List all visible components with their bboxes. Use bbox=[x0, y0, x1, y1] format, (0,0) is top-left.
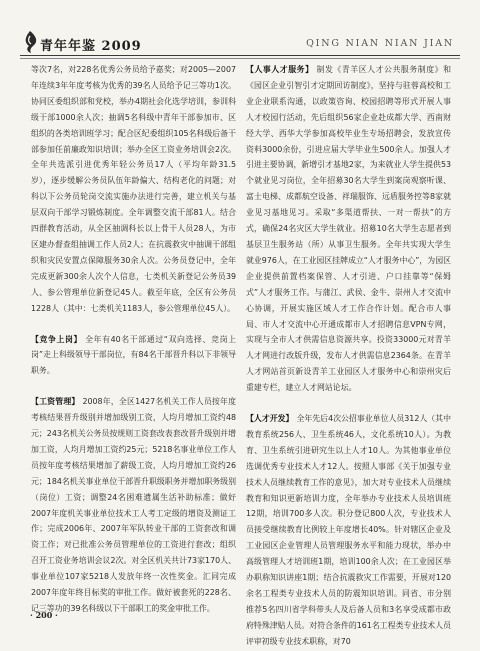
section-salary-management bbox=[31, 394, 236, 617]
header-pinyin-title: QING NIAN NIAN JIAN bbox=[306, 38, 454, 49]
section-competitive-posts bbox=[31, 332, 236, 380]
section-title-competitive-posts: 【竞争上岗】 bbox=[31, 334, 83, 344]
section-text-talent-development: 全年先后4次公招事业单位人员312人（其中教育系统256人、卫生系统46人，文化系统10人）。为教育、卫生系统引进研究生以上人才10人。为其他事业单位选调优秀专业技术人才12人。按照人事部《关于加强专业技术人员继续教育工作的意见》，加大对专业技术人员继续教育和知识更新培训力度，全年举办专业技术人员培训班12期，培训700多人次。积分登记800人次，专业技术人员接受继续教育比例较上年度增长40%。针对辖区企业及工业园区企业管理人员管理服务水平和能力现状，举办中高级管理人才培训班1期，培训100余人次；在工业园区举办职称知识讲座1期；结合抗震救灾工作需要，开展对120余名工程类专业技术人员的防震知识培训。同省、市分别推荐5名四川省学科带头人及后备人员和3名享受成都市政府特殊津贴人员。对符合条件的161名工程类专业技术人员评审初级专业技术职称，对70 bbox=[246, 414, 451, 646]
right-column bbox=[246, 62, 451, 650]
section-text-talent-services: 制发《青羊区人才公共服务制度》和《园区企业引智引才定期回访制度》，坚持与驻蓉高校和工业企业联系沟通，以政策咨询、校园招聘等形式开展人事人才校园行活动，先后组织56家企业赴成都大学、西南财经大学、西华大学参加高校毕业生专场招聘会，发放宣传资料3000余份，引进应届大学毕业生500余人。加强人才引进主要协调，新增引才基地2家，为来就业人学生提供53个就业见习岗位，全年招募30名大学生到案岗观察听课、富士电梯、成都航空设备、祥瑞服饰、远盾服务控等8家就业见习基地见习。采取“多渠道帮扶、一对一帮扶”的方式，确保24名灾区大学生就业。招募10名大学生志愿者到基层卫生服务站（所）从事卫生服务。全年共实现大学生就业976人，在工业园区挂牌成立“人才服务中心”，为园区企业提供前置档案保管、人才引进、户口挂靠等“保姆式”人才服务工作。与蒲江、武侯、金牛、崇州人才交流中心协调，开展实施区域人才工作合作计划。配合市人事局、市人才交流中心开通成都市人才招聘信息VPN专网，实现与全市人才供需信息资源共享。投资33000元对青羊人才网进行改版升级，发布人才供需信息2364条。在青羊人才网站首页新设青羊工业园区人才服务中心和崇州灾后重建专栏，建立人才网站论坛。 bbox=[246, 65, 451, 393]
section-talent-development bbox=[246, 411, 451, 650]
section-talent-services bbox=[246, 62, 451, 396]
section-text-salary-management: 2008年，全区1427名机关工作人员按年度考核结果晋升级别并增加级别工资，人均月增加工资约48元；243名机关公务员按规则工资套改表套改晋升级别并增加工资，人均月增加工资约25元；5218名事业单位工作人员按年度考核结果增加了薪级工资，人均月增加工资约26元；184名机关事业单位干部晋升职级职务并增加职务级别（岗位）工资；调整24名困难遗属生活补助标准；做好2007年度机关事业单位技术工人考工定级的增资及测证工作；完成2006年、2007年军队转业干部的工资套改和调资工作；对已批准公务员管理单位的工资进行套改；组织召开工资业务培训会议2次。对全区机关共计73家170人、事业单位107家5218人发放年终一次性奖金。汇同完成2007年度年终目标奖的审批工作。做好被套死的228名、记三等功的39名科级以下干部职工的奖金审批工作。 bbox=[31, 397, 236, 613]
civil-servant-management-text: 等次7名，对228名优秀公务员给予嘉奖；对2005—2007年连续3年年度考核为优秀的39名人员给予记三等功1次。协同区委组织部和党校，举办4期社会化选学培训，参训科级干部1000余人次；抽调5名科级中青年干部参加市、区组织的各类培训班学习；配合区纪委组织105名科级后备干部参加任前廉政知识培训；举办全区工资业务培训会2次。全年共选派引进优秀年轻公务员17人（平均年龄31.5岁），逐步缓解公务员队伍年龄偏大、结构老化的问题；对科以下公务员轮岗交流实施办法进行完善，建立机关与基层双向干部学习锻炼制度。全年调整交流干部81人。结合四群教育活动，从全区抽调科长以上骨干人员28人，为市区建办督查组抽调工作人员2人；在抗震救灾中抽调干部组织和灾民安置点保障服务30余人次。公务员登记中，全年完成更新300余人次个人信息，七类机关新登记公务员39人、参公管理单位新登记45人。截至年底，全区有公务员1228人（其中：七类机关1183人，参公管理单位45人）。 bbox=[31, 65, 236, 313]
page-number: · 200 · bbox=[30, 610, 58, 620]
section-title-salary-management: 【工资管理】 bbox=[31, 397, 80, 407]
section-text-competitive-posts: 全年有40名干部通过“双向选择、竞岗上岗”走上科级领导干部岗位，有84名干部晋升科以下非领导职务。 bbox=[31, 334, 236, 376]
yearbook-logo-icon bbox=[20, 30, 40, 54]
header-rule-thin bbox=[20, 58, 460, 59]
page-header bbox=[0, 0, 480, 60]
header-rule bbox=[20, 55, 460, 56]
section-title-talent-services: 【人事人才服务】 bbox=[246, 65, 314, 74]
yearbook-logo-text: 青年年鉴 2009 bbox=[40, 39, 142, 54]
left-column bbox=[31, 62, 236, 617]
section-title-talent-development: 【人才开发】 bbox=[246, 414, 294, 424]
